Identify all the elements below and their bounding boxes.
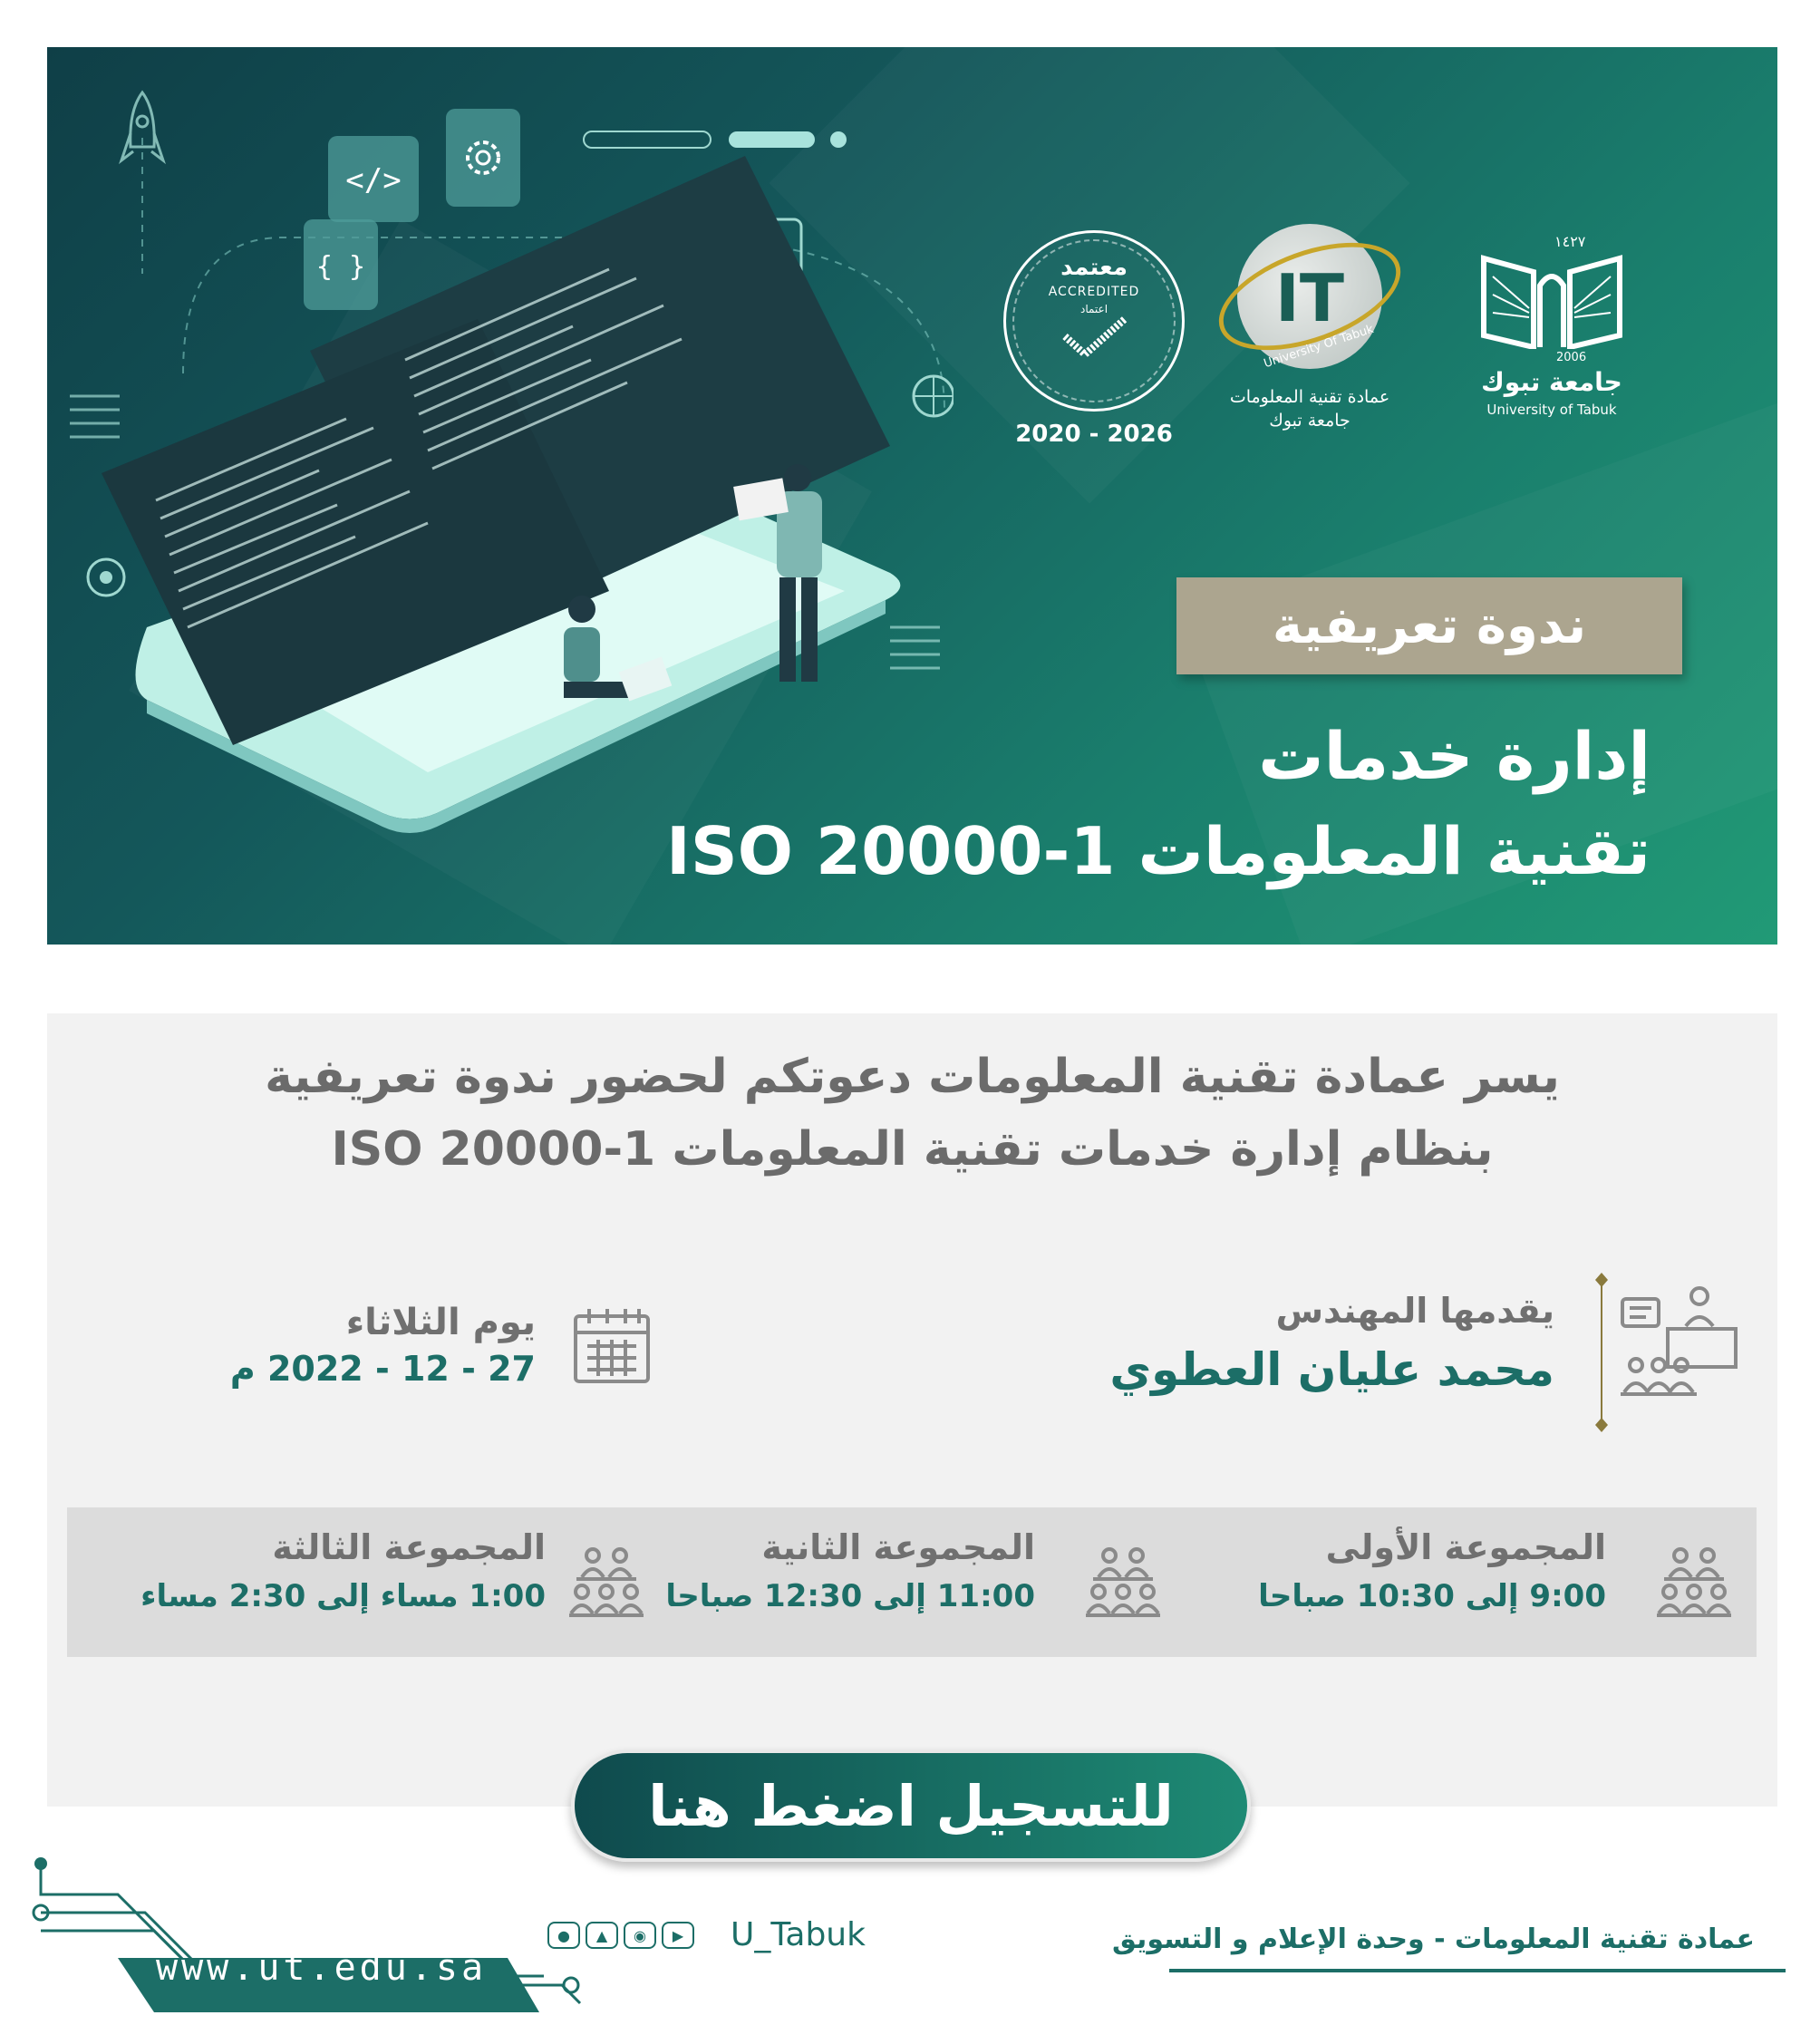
twitter-icon[interactable]: ●	[547, 1922, 580, 1949]
circuit-decoration	[0, 1849, 598, 2025]
presenter-podium-icon	[1613, 1285, 1740, 1403]
footer-line	[1169, 1969, 1786, 1972]
presenter-name: محمد عليان العطوي	[1109, 1343, 1554, 1396]
university-emblem-icon	[1466, 240, 1638, 349]
instagram-icon[interactable]: ◉	[624, 1922, 656, 1949]
university-logo	[1466, 233, 1638, 451]
group-time: 11:00 إلى 12:30 صباحا	[665, 1578, 1035, 1614]
intro-line1: يسر عمادة تقنية المعلومات دعوتكم لحضور ندوة تعريفية	[265, 1050, 1560, 1104]
groups-schedule	[67, 1507, 1757, 1657]
group-2	[566, 1507, 1164, 1657]
svg-text:{ }: { }	[315, 251, 366, 283]
hero-banner	[47, 47, 1777, 945]
group-1	[1137, 1507, 1735, 1657]
university-english-name: University of Tabuk	[1486, 402, 1617, 418]
snapchat-icon[interactable]: ▲	[586, 1922, 618, 1949]
accredited-years: 2020 - 2026	[1015, 421, 1173, 448]
hero-title-line1: إدارة خدمات	[1258, 718, 1651, 794]
gear-icon	[446, 109, 520, 207]
group-people-icon	[566, 1539, 647, 1621]
website-link[interactable]: www.ut.edu.sa	[156, 1947, 488, 1989]
developers-illustration	[47, 47, 954, 945]
braces-icon	[304, 219, 378, 310]
code-icon	[328, 136, 419, 222]
group-3	[67, 1507, 647, 1657]
youtube-icon[interactable]: ▶	[662, 1922, 694, 1949]
calendar-icon	[571, 1305, 653, 1387]
divider-ornament	[1588, 1271, 1615, 1434]
rocket-icon	[121, 92, 163, 160]
it-mark: IT	[1275, 260, 1344, 336]
accreditation-logo	[1003, 230, 1185, 448]
intro-line2: بنظام إدارة خدمات تقنية المعلومات ISO 20000-1	[331, 1122, 1494, 1177]
group-people-icon	[1653, 1539, 1735, 1621]
event-type-badge: ندوة تعريفية	[1176, 577, 1682, 674]
it-caption-line2: جامعة تبوك	[1269, 411, 1350, 431]
date-day: يوم الثلاثاء	[345, 1302, 536, 1343]
university-year: 2006	[1556, 351, 1587, 364]
footer-credit: عمادة تقنية المعلومات - وحدة الإعلام و التسويق	[1112, 1923, 1755, 1955]
it-caption-line1: عمادة تقنية المعلومات	[1229, 387, 1390, 407]
group-title: المجموعة الأولى	[1325, 1527, 1606, 1567]
event-details-panel	[47, 1013, 1777, 1807]
it-ring-text: University Of Tabuk	[1262, 322, 1376, 372]
it-deanship-logo	[1210, 224, 1409, 441]
group-title: المجموعة الثانية	[761, 1527, 1035, 1567]
hijri-year: ١٤٢٧	[1554, 233, 1586, 250]
svg-text:</>: </>	[345, 162, 402, 199]
accredited-arabic: معتمد	[1060, 254, 1128, 281]
group-title: المجموعة الثالثة	[272, 1527, 546, 1567]
social-handle[interactable]: U_Tabuk	[731, 1916, 866, 1953]
date-value: 27 - 12 - 2022 م	[229, 1349, 536, 1389]
university-arabic-name: جامعة تبوك	[1481, 367, 1622, 397]
register-button[interactable]: للتسجيل اضغط هنا	[571, 1749, 1251, 1862]
checkmark-icon	[1058, 314, 1130, 359]
group-people-icon	[1082, 1539, 1164, 1621]
accredited-english: ACCREDITED	[1048, 285, 1140, 299]
presenter-label: يقدمها المهندس	[1275, 1291, 1554, 1331]
hero-title-line2: تقنية المعلومات ISO 20000-1	[666, 813, 1651, 889]
group-time: 9:00 إلى 10:30 صباحا	[1258, 1578, 1606, 1614]
group-time: 1:00 مساء إلى 2:30 مساء	[140, 1578, 546, 1614]
accredited-arabic-small: اعتماد	[1079, 303, 1108, 315]
